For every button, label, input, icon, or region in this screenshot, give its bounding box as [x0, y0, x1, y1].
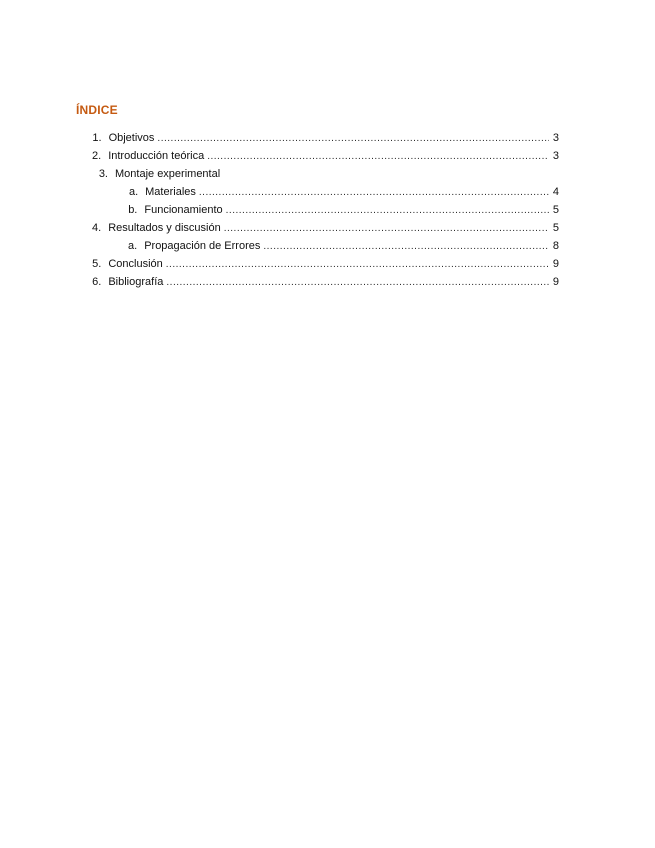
- toc-dot-leader: [207, 148, 549, 166]
- toc-entry-conclusion[interactable]: [92, 255, 559, 273]
- toc-entry-introduccion[interactable]: [92, 147, 559, 165]
- toc-entry-title: Bibliografía: [108, 276, 164, 288]
- toc-entry-page: 9: [552, 258, 559, 270]
- toc-entry-number: 1.: [92, 132, 102, 144]
- toc-dot-leader: [263, 238, 549, 256]
- toc-entry-page: 3: [552, 150, 559, 162]
- toc-entry-resultados[interactable]: [92, 219, 559, 237]
- toc-entry-number: 6.: [92, 276, 102, 288]
- toc-entry-title: Conclusión: [108, 258, 163, 270]
- toc-entry-letter: a.: [128, 240, 138, 252]
- toc-dot-leader: [226, 202, 549, 220]
- toc-entry-page: 9: [552, 276, 559, 288]
- toc-entry-propagacion[interactable]: [128, 237, 559, 255]
- toc-dot-leader: [157, 130, 549, 148]
- toc-entry-number: 3.: [98, 168, 108, 180]
- toc-entry-title: Funcionamiento: [144, 204, 223, 216]
- toc-heading: ÍNDICE: [76, 103, 118, 117]
- toc-entry-page: 4: [552, 186, 559, 198]
- toc-dot-leader: [199, 184, 549, 202]
- toc-entry-number: 2.: [92, 150, 102, 162]
- toc-entry-number: 4.: [92, 222, 102, 234]
- toc-entry-objetivos[interactable]: [92, 129, 559, 147]
- toc-entry-title: Resultados y discusión: [108, 222, 221, 234]
- toc-dot-leader: [224, 220, 549, 238]
- toc-entry-title: Introducción teórica: [108, 150, 205, 162]
- toc-entry-number: 5.: [92, 258, 102, 270]
- toc-dot-leader: [166, 256, 549, 274]
- toc-entry-letter: a.: [128, 186, 139, 198]
- toc-entry-title: Propagación de Errores: [144, 240, 261, 252]
- toc-dot-leader: [166, 274, 549, 292]
- toc-entry-title: Montaje experimental: [115, 168, 221, 180]
- toc-entry-bibliografia[interactable]: [92, 273, 559, 291]
- toc-entry-page: 5: [552, 222, 559, 234]
- toc-entry-title: Objetivos: [108, 132, 155, 144]
- toc-entry-page: 5: [552, 204, 559, 216]
- toc-entry-page: 3: [552, 132, 559, 144]
- toc-entry-materiales[interactable]: [128, 183, 559, 201]
- toc-entry-funcionamiento[interactable]: [128, 201, 559, 219]
- toc-entry-page: 8: [552, 240, 559, 252]
- toc-entry-letter: b.: [128, 204, 138, 216]
- toc-entry-montaje[interactable]: [92, 165, 559, 183]
- toc-entry-title: Materiales: [145, 186, 196, 198]
